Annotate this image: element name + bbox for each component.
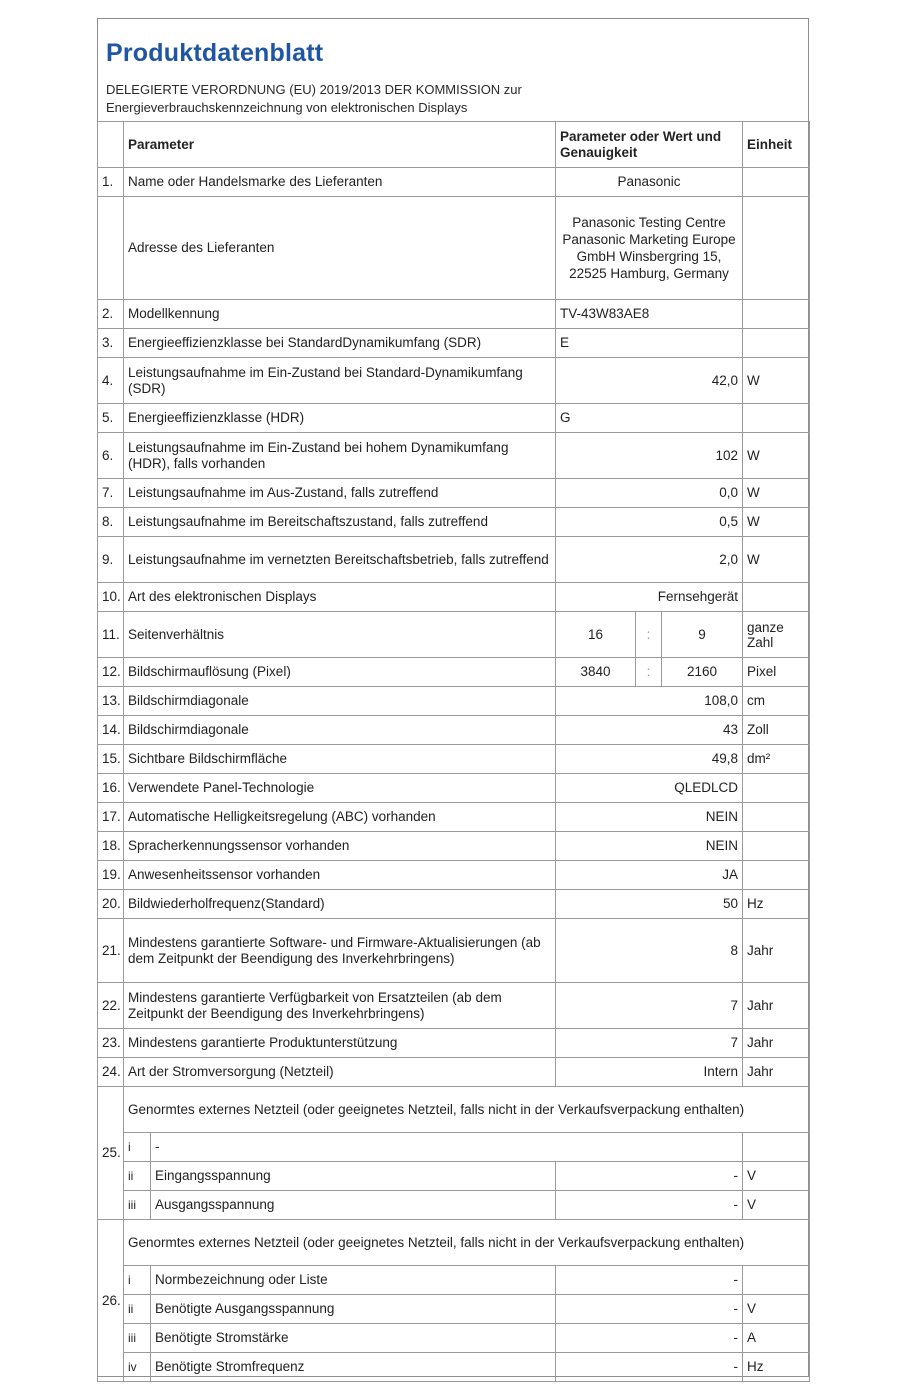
supplier-address: Panasonic Testing Centre Panasonic Marketing Europe GmbH Winsbergring 15, 22525 Hamburg, Germany [556,197,743,300]
row-label: Anwesenheitssensor vorhanden [124,861,556,890]
regulation-subtitle [106,81,522,117]
row-number: 10. [98,583,124,612]
row-unit: W [743,479,810,508]
table-row [98,658,810,687]
row-unit: Zoll [743,716,810,745]
row-value: 43 [556,716,743,745]
table-row [98,861,810,890]
row-unit: Jahr [743,983,810,1029]
row-number: 6. [98,433,124,479]
row-unit [743,300,810,329]
row-number: 9. [98,537,124,583]
sub-row-value: - [556,1324,743,1353]
row-label: Bildschirmdiagonale [124,687,556,716]
row-number: 12. [98,658,124,687]
header-number-cell [98,122,124,168]
header-parameter: Parameter [124,122,556,168]
sub-row-value: - [556,1162,743,1191]
table-row [98,479,810,508]
row-value: 108,0 [556,687,743,716]
sub-row-unit [743,1133,810,1162]
table-row [98,774,810,803]
sub-row-label: Eingangsspannung [151,1162,556,1191]
row-label: Spracherkennungssensor vorhanden [124,832,556,861]
row-unit [743,774,810,803]
ratio-separator: : [636,612,662,658]
header-unit: Einheit [743,122,810,168]
row-value: NEIN [556,832,743,861]
row-number: 18. [98,832,124,861]
row-value: NEIN [556,803,743,832]
row-label: Art der Stromversorgung (Netzteil) [124,1058,556,1087]
row-number: 20. [98,890,124,919]
row-value: 0,0 [556,479,743,508]
row-number: 16. [98,774,124,803]
sub-row-index: i [124,1133,151,1162]
row-number: 1. [98,168,124,197]
row-label: Leistungsaufnahme im Ein-Zustand bei Standard-Dynamikumfang (SDR) [124,358,556,404]
sub-row-index: iii [124,1324,151,1353]
table-row [98,1029,810,1058]
row-label: Sichtbare Bildschirmfläche [124,745,556,774]
row-label: Seitenverhältnis [124,612,556,658]
row-number: 22. [98,983,124,1029]
row-value: 7 [556,983,743,1029]
row-value: 7 [556,1029,743,1058]
table-row [98,890,810,919]
row-number: 5. [98,404,124,433]
row-label: Bildwiederholfrequenz(Standard) [124,890,556,919]
table-row [98,983,810,1029]
row-unit [743,197,810,300]
row-unit: W [743,537,810,583]
sub-row-label: Normbezeichnung oder Liste [151,1266,556,1295]
sub-row-label: Ausgangsspannung [151,1191,556,1220]
row-value: 8 [556,919,743,983]
row-unit: Jahr [743,1029,810,1058]
table-row [98,329,810,358]
row-unit [743,168,810,197]
row-unit [743,329,810,358]
row-number: 15. [98,745,124,774]
row-value: 102 [556,433,743,479]
table-row [98,358,810,404]
row-unit: W [743,433,810,479]
row-unit: W [743,508,810,537]
row-unit: Hz [743,890,810,919]
row-unit [743,861,810,890]
row-value: QLEDLCD [556,774,743,803]
sub-row-value: - [556,1353,743,1382]
row-label: Bildschirmauflösung (Pixel) [124,658,556,687]
row-value: TV-43W83AE8 [556,300,743,329]
resolution-separator: : [636,658,662,687]
sub-row-index: iv [124,1353,151,1382]
sub-row-index: ii [124,1295,151,1324]
sub-row-label: - [151,1133,743,1162]
row-number: 2. [98,300,124,329]
row-number: 26. [98,1220,124,1382]
subtitle-line-1: DELEGIERTE VERORDNUNG (EU) 2019/2013 DER KOMMISSION zur [106,82,522,97]
sub-row-label: Benötigte Stromstärke [151,1324,556,1353]
row-label: Automatische Helligkeitsregelung (ABC) vorhanden [124,803,556,832]
row-label: Mindestens garantierte Produktunterstützung [124,1029,556,1058]
sub-row-unit: A [743,1324,810,1353]
row-number: 3. [98,329,124,358]
row-label: Mindestens garantierte Verfügbarkeit von Ersatzteilen (ab dem Zeitpunkt der Beendigung des Inverkehrbringens) [124,983,556,1029]
row-number [98,197,124,300]
sub-row-value: - [556,1191,743,1220]
row-number: 14. [98,716,124,745]
sub-row-unit [743,1266,810,1295]
row-label: Bildschirmdiagonale [124,716,556,745]
datasheet-table [97,121,810,1382]
row-unit [743,832,810,861]
resolution-width: 3840 [556,658,636,687]
subtitle-line-2: Energieverbrauchskennzeichnung von elektronischen Displays [106,100,468,115]
row-label: Art des elektronischen Displays [124,583,556,612]
table-row [98,583,810,612]
row-value: 50 [556,890,743,919]
row-value: 42,0 [556,358,743,404]
table-row [98,803,810,832]
row-value: Intern [556,1058,743,1087]
row-number: 17. [98,803,124,832]
row-value: 49,8 [556,745,743,774]
table-row [98,1058,810,1087]
sub-row [98,1162,810,1191]
table-row [98,433,810,479]
row-number: 4. [98,358,124,404]
row-unit: ganze Zahl [743,612,810,658]
table-row [98,716,810,745]
sub-row-unit: V [743,1162,810,1191]
table-row [98,745,810,774]
sub-row-unit: Hz [743,1353,810,1382]
row-value: 0,5 [556,508,743,537]
row-number: 23. [98,1029,124,1058]
sub-row-index: ii [124,1162,151,1191]
row-label: Mindestens garantierte Software- und Firmware-Aktualisierungen (ab dem Zeitpunkt der Beendigung des Inverkehrbringens) [124,919,556,983]
table-row [98,919,810,983]
row-label: Energieeffizienzklasse bei StandardDynamikumfang (SDR) [124,329,556,358]
row-value: Panasonic [556,168,743,197]
row-label: Genormtes externes Netzteil (oder geeignetes Netzteil, falls nicht in der Verkaufsverpackung enthalten) [124,1087,810,1133]
sub-row [98,1191,810,1220]
row-label: Leistungsaufnahme im Bereitschaftszustand, falls zutreffend [124,508,556,537]
row-label: Name oder Handelsmarke des Lieferanten [124,168,556,197]
sub-row-unit: V [743,1191,810,1220]
table-row [98,537,810,583]
table-row [98,832,810,861]
table-row [98,687,810,716]
table-row [98,1087,810,1133]
sub-row [98,1133,810,1162]
product-datasheet [97,18,809,1377]
row-unit: Pixel [743,658,810,687]
row-label: Modellkennung [124,300,556,329]
sub-row-unit: V [743,1295,810,1324]
row-value: G [556,404,743,433]
sub-row [98,1295,810,1324]
row-unit: W [743,358,810,404]
row-label: Genormtes externes Netzteil (oder geeignetes Netzteil, falls nicht in der Verkaufsverpackung enthalten) [124,1220,810,1266]
row-value: JA [556,861,743,890]
row-unit: cm [743,687,810,716]
row-label: Leistungsaufnahme im Ein-Zustand bei hohem Dynamikumfang (HDR), falls vorhanden [124,433,556,479]
sub-row-index: iii [124,1191,151,1220]
row-value: Fernsehgerät [556,583,743,612]
table-row [98,612,810,658]
row-label: Adresse des Lieferanten [124,197,556,300]
sub-row-value: - [556,1295,743,1324]
table-row [98,404,810,433]
header-value: Parameter oder Wert und Genauigkeit [556,122,743,168]
table-row [98,197,810,300]
sub-row [98,1353,810,1382]
row-unit: dm² [743,745,810,774]
row-number: 13. [98,687,124,716]
row-label: Energieeffizienzklasse (HDR) [124,404,556,433]
sub-row-label: Benötigte Ausgangsspannung [151,1295,556,1324]
row-number: 8. [98,508,124,537]
sub-row [98,1324,810,1353]
row-value: 2,0 [556,537,743,583]
row-number: 7. [98,479,124,508]
sub-row [98,1266,810,1295]
row-number: 24. [98,1058,124,1087]
row-unit: Jahr [743,919,810,983]
row-unit [743,404,810,433]
resolution-height: 2160 [662,658,743,687]
sub-row-index: i [124,1266,151,1295]
table-row [98,168,810,197]
ratio-height: 9 [662,612,743,658]
row-label: Verwendete Panel-Technologie [124,774,556,803]
row-label: Leistungsaufnahme im vernetzten Bereitschaftsbetrieb, falls zutreffend [124,537,556,583]
row-value: E [556,329,743,358]
sub-row-value: - [556,1266,743,1295]
row-number: 25. [98,1087,124,1220]
row-unit [743,803,810,832]
sub-row-label: Benötigte Stromfrequenz [151,1353,556,1382]
table-row [98,508,810,537]
row-number: 19. [98,861,124,890]
table-row [98,300,810,329]
row-label: Leistungsaufnahme im Aus-Zustand, falls zutreffend [124,479,556,508]
row-unit: Jahr [743,1058,810,1087]
row-unit [743,583,810,612]
table-header-row [98,122,810,168]
row-number: 21. [98,919,124,983]
page-title: Produktdatenblatt [106,39,324,67]
table-row [98,1220,810,1266]
row-number: 11. [98,612,124,658]
ratio-width: 16 [556,612,636,658]
